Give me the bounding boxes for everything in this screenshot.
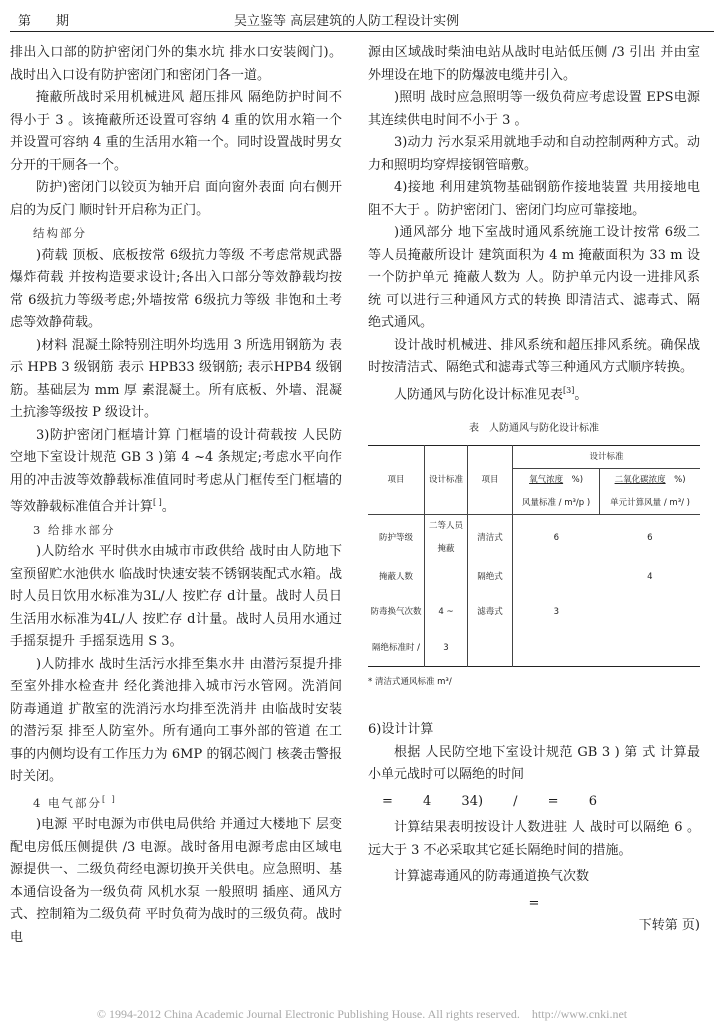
running-title: 吴立鉴等 高层建筑的人防工程设计实例 [234,14,460,29]
left-p2: 掩蔽所战时采用机械进风 超压排风 隔绝防护时间不得小于 3 。该掩蔽所还设置可容纳 4 重的饮用水箱一个 并设置可容纳 4 重的生活用水箱一个。同时设置战时男女分开的干厕各一个。 [10,90,342,173]
section-electrical-title: 4 电气部分 [33,795,102,810]
co2-label: 二氧化碳浓度 [614,475,666,486]
right-p7 [368,380,700,407]
cell-filtered-air-standard: 3 [553,607,560,618]
right-p9: 计算结果表明按设计人数进驻 人 战时可以隔绝 6 。远大于 3 不必采取其它延长隔绝时间的措施。 [368,820,700,858]
table-header-oxygen [513,469,600,492]
cell-filtered-unit-air [600,594,700,630]
section-water-heading: 3 给排水部分 [33,522,116,537]
row-value-protection-level: 二等人员掩蔽 [425,515,468,561]
left-p9: )电源 平时电源为市供电局供给 并通过大楼地下 层变配电房低压侧提供 /3 电源。战时备用电源考虑由区域电源提供一、二级负荷经电源切换开关供电。应急照明、基本通信设备为一级负荷 风机水泵 一般照明 插座、通风方式、控制箱为二级负荷 平时负荷为战时的三级负荷。战时电 [10,817,342,945]
table-header-air-standard: 风量标准 / m³/p ) [513,492,600,515]
left-p6 [10,425,342,519]
left-p3: 防护)密闭门以铰页为轴开启 面向窗外表面 向右侧开启的为反门 顺时针开启称为正门。 [10,180,342,218]
right-p8: 根据 人民防空地下室设计规范 GB 3 ) 第 式 计算最小单元战时可以隔绝的时间 [368,744,700,783]
right-p4: 4)接地 利用建筑物基础钢筋作接地装置 共用接地电阻不大于 。防护密闭门、密闭门均应可靠接地。 [368,180,700,218]
right-p10: 计算滤毒通风的防毒通道换气次数 [394,869,590,885]
left-p6-end: 。 [161,499,175,515]
journal-issue-label: 第 期 [18,14,76,29]
formula-1: = 4 34) / = 6 [382,793,597,809]
co2-unit: %) [674,475,686,486]
left-p5: )材料 混凝土除特别注明外均选用 3 所选用钢筋为 表示 HPB 3 级钢筋 表示 HPB33 级钢筋; 表示HPB4 级钢筋。基础层为 mm 厚 素混凝土。所有底板、外墙、混凝土抗渗等级按 P 级设计。 [10,337,342,420]
cell-clean-air-standard: 6 [553,532,560,543]
table-row [368,560,700,594]
row-value-shelter-people [425,560,468,594]
citation-ref: [ ] [153,498,162,507]
table-footnote: * 清洁式通风标准 m³/ [368,676,452,687]
cell-empty-b [600,630,700,666]
cell-isolated-air-standard [513,560,600,594]
left-p8: )人防排水 战时生活污水排至集水井 由潜污泵提升排至室外排水检查井 经化粪池排入城市污水管网。洗消间 防毒通道 扩散室的洗消污水均排至洗消井 由临战时安装的潜污泵 排至人防室外。所有通向工事外部的管道 在工事的内侧均设有工作压力为 6MP 的钢芯阀门 核袭击警报时关闭。 [10,656,342,785]
row-label-shelter-people: 掩蔽人数 [368,560,425,594]
section-electrical-heading [10,789,342,814]
oxygen-label: 氧气浓度 [529,475,564,486]
table-header-unit-air-volume: 单元计算风量 / m³/ ) [600,492,700,515]
row-label-protection-level: 防护等级 [368,515,425,561]
right-p6: 设计战时机械进、排风系统和超压排风系统。确保战时按清洁式、隔绝式和滤毒式等三种通风方式顺序转换。 [368,337,700,375]
continued-note: 下转第 页) [638,918,700,934]
row-mode-empty [468,630,513,666]
cell-clean-unit-air: 6 [647,532,653,543]
formula-2: = [528,895,540,911]
right-p2: )照明 战时应急照明等一级负荷应考虑设置 EPS电源 其连续供电时间不小于 3 。 [368,90,700,128]
table-header-design-standard: 设计标准 [425,445,468,515]
cell-empty-a [513,630,600,666]
cell-isolated-unit-air: 4 [647,572,653,583]
section-structure-heading: 结构部分 [33,226,87,240]
table-header-item: 项目 [368,445,425,515]
left-column [10,42,342,949]
right-p1: 源由区域战时柴油电站从战时电站低压侧 /3 引出 并由室外埋设在地下的防爆波电缆井引入。 [368,45,700,83]
row-label-air-changes: 防毒换气次数 [368,594,425,630]
row-mode-isolated: 隔绝式 [468,560,513,594]
table-row [368,630,700,666]
left-p6-text: 3)防护密闭门框墙计算 门框墙的设计荷载按 人民防空地下室设计规范 GB 3 )第 4 ~4 条规定;考虑水平向作用的冲击波等效静载标准值同时考虑从门框传至门框墙的等效静载标准值合并计算 [10,427,342,515]
header-rule [10,31,714,32]
left-p4: )荷载 顶板、底板按常 6级抗力等级 不考虑常规武器爆炸荷载 并按构造要求设计;各出入口部分等效静载均按常 6级抗力等级考虑;外墙按常 6级抗力等级 非饱和土考虑等效静荷载。 [10,247,342,330]
table-header-item-2: 项目 [468,445,513,515]
right-column [368,42,700,938]
row-value-isolation-time: 3 [425,630,468,666]
row-value-air-changes: 4 ~ [425,594,468,630]
row-label-isolation-time: 隔绝标准时 / [368,630,425,666]
copyright-footer: © 1994-2012 China Academic Journal Electronic Publishing House. All rights reserved. http://www.cnki.net [96,1007,628,1021]
row-mode-filtered: 滤毒式 [468,594,513,630]
right-p5: )通风部分 地下室战时通风系统施工设计按常 6级二等人员掩蔽所设计 建筑面积为 4 m 掩蔽面积为 33 m 设一个防护单元 掩蔽人数为 人。防护单元内设一进排风系统 可以进行三种通风方式的转换 即清洁式、滤毒式、隔绝式通风。 [368,225,700,330]
table-header-design-standard-group: 设计标准 [513,445,701,469]
table-header-co2 [600,469,700,492]
table-caption: 表 人防通风与防化设计标准 [469,423,599,435]
right-p7-text: 人防通风与防化设计标准见表 [394,386,564,402]
row-mode-clean: 清洁式 [468,515,513,561]
table-row [368,515,700,561]
table-row [368,594,700,630]
right-p3: 3)动力 污水泵采用就地手动和自动控制两种方式。动力和照明均穿焊接钢管暗敷。 [368,135,700,173]
ventilation-standards-table [368,445,700,667]
citation-ref: [ ] [101,794,117,804]
oxygen-unit: %) [571,475,584,486]
left-p7: )人防给水 平时供水由城市市政供给 战时由人防地下室预留贮水池供水 临战时快速安装不锈钢装配式水箱。战时人员日饮用水标准为3L/人 按贮存 d计量。战时人员日生活用水标准为4L/人 按贮存 d计量。战时人员用水通过手摇泵提升 手摇泵选用 S 3。 [10,544,342,650]
section-calculation-heading: 6)设计计算 [368,722,434,738]
citation-ref: [3] [563,385,575,395]
left-p1: 排出入口部的防护密闭门外的集水坑 排水口安装阀门)。战时出入口设有防护密闭门和密闭门各一道。 [10,45,342,83]
right-p7-end: 。 [574,386,588,402]
